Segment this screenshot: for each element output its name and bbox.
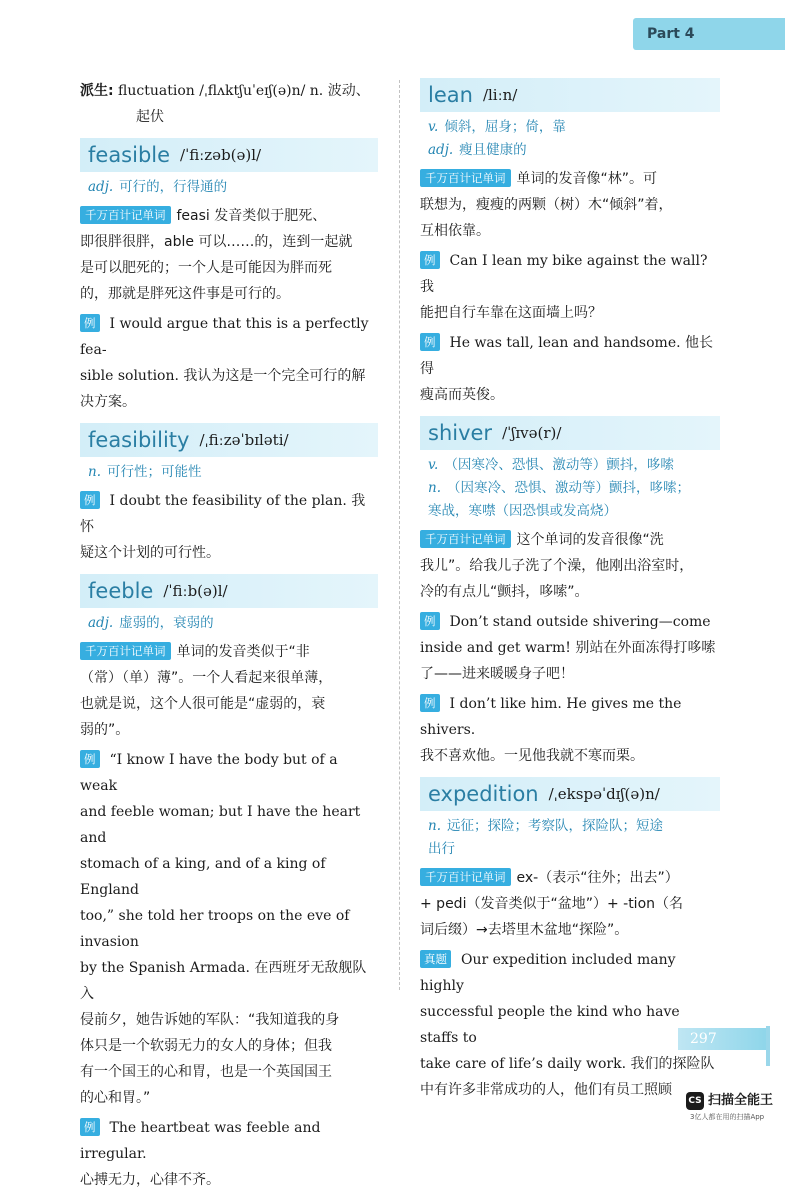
example-line: 能把自行车靠在这面墙上吗？ (420, 305, 602, 321)
phonetic: /ˈfiːb(ə)l/ (163, 582, 228, 600)
memory-line: 联想为，瘦瘦的两颗（树）木“倾斜”着， (420, 197, 673, 213)
definition-text: （因寒冷、恐惧、激动等）颤抖，哆嗦 (444, 457, 674, 473)
memory-line: 的，那就是胖死这件事是可行的。 (80, 286, 290, 302)
memory-line: 互相依靠。 (420, 223, 490, 239)
example-line: successful people the kind who have staffs to (420, 1004, 680, 1046)
example-line: 有一个国王的心和胃，也是一个英国国王 (80, 1064, 332, 1080)
example-badge: 例 (80, 314, 100, 332)
example-line: take care of life’s daily work. 我们的探险队 (420, 1056, 715, 1072)
definition-text: 倾斜，屈身；倚，靠 (444, 119, 566, 135)
part-tab: Part 4 (633, 18, 785, 50)
derivation-line2: 起伏 (136, 109, 164, 125)
example (80, 1115, 378, 1193)
definition (80, 176, 378, 199)
definition-text: 虚弱的，衰弱的 (119, 615, 214, 631)
headword: shiver (428, 421, 493, 445)
memory-tip (420, 865, 720, 943)
example-line: Our expedition included many highly (420, 952, 676, 994)
part-of-speech: adj. (88, 179, 114, 195)
example-line: by the Spanish Armada. 在西班牙无敌舰队入 (80, 960, 367, 1002)
example-badge: 例 (80, 1118, 100, 1136)
example-line: I doubt the feasibility of the plan. 我怀 (80, 493, 366, 535)
definition (80, 612, 378, 635)
example-line: and feeble woman; but I have the heart and (80, 804, 361, 846)
example (420, 691, 720, 769)
entry-expedition (420, 777, 720, 1103)
derivation-line1: fluctuation /ˌflʌktʃuˈeɪʃ(ə)n/ n. 波动、 (113, 83, 370, 99)
scanner-tagline: 3亿人都在用的扫描App (690, 1113, 765, 1121)
memory-tip-badge: 千万百计记单词 (420, 530, 511, 548)
memory-tip-badge: 千万百计记单词 (420, 169, 511, 187)
memory-tip (80, 203, 378, 307)
definition (420, 116, 720, 139)
memory-tip-badge: 千万百计记单词 (420, 868, 511, 886)
camscanner-logo-icon: CS (686, 1092, 704, 1110)
memory-line: 我儿”。给我儿子洗了个澡，他刚出浴室时， (420, 558, 694, 574)
part-of-speech: adj. (88, 615, 114, 631)
memory-line: ex-（表示“往外；出去”） (516, 870, 679, 886)
phonetic: /ˌekspəˈdɪʃ(ə)n/ (548, 785, 660, 803)
memory-line: 单词的发音像“林”。可 (516, 171, 658, 187)
phonetic: /ˈfiːzəb(ə)l/ (180, 146, 262, 164)
headword: feasible (88, 143, 171, 167)
memory-tip (420, 166, 720, 244)
page-edge-bar (766, 1026, 770, 1066)
example-line: 侵前夕，她告诉她的军队：“我知道我的身 (80, 1012, 340, 1028)
part-of-speech: n. (428, 480, 441, 496)
headword-bar (420, 78, 720, 112)
entry-feasibility (80, 423, 378, 566)
example-line: inside and get warm! 别站在外面冻得打哆嗦 (420, 640, 716, 656)
headword-bar (80, 423, 378, 457)
entry-lean (420, 78, 720, 408)
memory-line: + pedi（发音类似于“盆地”）+ -tion（名 (420, 896, 684, 912)
example (420, 609, 720, 687)
example-line: 中有许多非常成功的人，他们有员工照顾 (420, 1082, 672, 1098)
definition (420, 139, 720, 162)
part-of-speech: adj. (428, 142, 454, 158)
example-badge: 例 (80, 750, 100, 768)
phonetic: /ˌfiːzəˈbɪləti/ (199, 431, 289, 449)
example-badge: 例 (420, 251, 440, 269)
example-line: The heartbeat was feeble and irregular. (80, 1120, 321, 1162)
definition-text: （因寒冷、恐惧、激动等）颤抖，哆嗦； (447, 480, 690, 496)
left-column (80, 78, 378, 1193)
exam-question-badge: 真题 (420, 950, 451, 968)
headword-bar (80, 138, 378, 172)
example-line: He was tall, lean and handsome. 他长得 (420, 335, 714, 377)
memory-tip (420, 527, 720, 605)
right-column (420, 78, 720, 1103)
example-line: 瘦高而英俊。 (420, 387, 504, 403)
example-badge: 例 (420, 694, 440, 712)
entry-feasible (80, 138, 378, 415)
memory-line: 这个单词的发音很像“洗 (516, 532, 664, 548)
memory-line: 即很胖很胖，able 可以……的，连到一起就 (80, 234, 353, 250)
example-line: “I know I have the body but of a weak (80, 752, 338, 794)
headword: feasibility (88, 428, 190, 452)
example-line: I don’t like him. He gives me the shivers. (420, 696, 682, 738)
derivation-entry (80, 78, 378, 130)
memory-line: （常）（单）薄”。一个人看起来很单薄， (80, 670, 333, 686)
scanner-watermark (686, 1090, 796, 1126)
definition-text: 远征；探险；考察队，探险队；短途 (447, 818, 663, 834)
example-line: 的心和胃。” (80, 1090, 151, 1106)
example (420, 330, 720, 408)
headword: lean (428, 83, 473, 107)
definition (420, 477, 720, 500)
memory-line: 词后缀）→去塔里木盆地“探险”。 (420, 922, 629, 938)
definition-text: 可行性；可能性 (107, 464, 202, 480)
example-line: 体只是一个软弱无力的女人的身体；但我 (80, 1038, 332, 1054)
example-line: too,” she told her troops on the eve of invasion (80, 908, 350, 950)
headword: expedition (428, 782, 539, 806)
example-line: Don’t stand outside shivering—come (449, 614, 711, 630)
headword-bar (420, 777, 720, 811)
memory-line: 单词的发音类似于“非 (176, 644, 310, 660)
part-of-speech: n. (88, 464, 101, 480)
example-line: 疑这个计划的可行性。 (80, 545, 220, 561)
memory-line: 弱的”。 (80, 722, 130, 738)
scanner-name: 扫描全能王 (708, 1093, 774, 1108)
memory-tip-badge: 千万百计记单词 (80, 206, 171, 224)
definition (420, 454, 720, 477)
example (80, 311, 378, 415)
definition-text: 可行的，行得通的 (119, 179, 228, 195)
part-of-speech: n. (428, 818, 441, 834)
headword-bar (80, 574, 378, 608)
exam-question (420, 947, 720, 1103)
example-badge: 例 (80, 491, 100, 509)
headword-bar (420, 416, 720, 450)
memory-line: 是可以肥死的；一个人是可能因为胖而死 (80, 260, 332, 276)
entry-shiver (420, 416, 720, 769)
column-divider (399, 80, 400, 990)
definition-continuation: 寒战，寒噤（因恐惧或发高烧） (428, 503, 617, 519)
example-line: 我不喜欢他。一见他我就不寒而栗。 (420, 748, 644, 764)
example (80, 488, 378, 566)
definition-continuation: 出行 (428, 841, 455, 857)
definition-text: 瘦且健康的 (459, 142, 527, 158)
phonetic: /ˈʃɪvə(r)/ (502, 424, 562, 442)
example-badge: 例 (420, 333, 440, 351)
example-line: 了——进来暖暖身子吧！ (420, 666, 574, 682)
example-line: I would argue that this is a perfectly fea- (80, 316, 369, 358)
example (80, 747, 378, 1111)
example-line: Can I lean my bike against the wall? 我 (420, 253, 708, 295)
part-of-speech: v. (428, 119, 439, 135)
part-of-speech: v. (428, 457, 439, 473)
memory-line: 冷的有点儿“颤抖，哆嗦”。 (420, 584, 589, 600)
example-line: 心搏无力，心律不齐。 (80, 1172, 220, 1188)
memory-tip-badge: 千万百计记单词 (80, 642, 171, 660)
definition (420, 815, 720, 838)
example-badge: 例 (420, 612, 440, 630)
derivation-label: 派生: (80, 83, 114, 99)
memory-line: feasi 发音类似于肥死、 (176, 208, 327, 224)
memory-tip (80, 639, 378, 743)
definition (80, 461, 378, 484)
page-number: 297 (678, 1028, 766, 1050)
example-line: 决方案。 (80, 394, 136, 410)
example-line: stomach of a king, and of a king of England (80, 856, 326, 898)
memory-line: 也就是说，这个人很可能是“虚弱的，衰 (80, 696, 326, 712)
headword: feeble (88, 579, 154, 603)
example-line: sible solution. 我认为这是一个完全可行的解 (80, 368, 366, 384)
entry-feeble (80, 574, 378, 1193)
phonetic: /liːn/ (482, 86, 518, 104)
example (420, 248, 720, 326)
